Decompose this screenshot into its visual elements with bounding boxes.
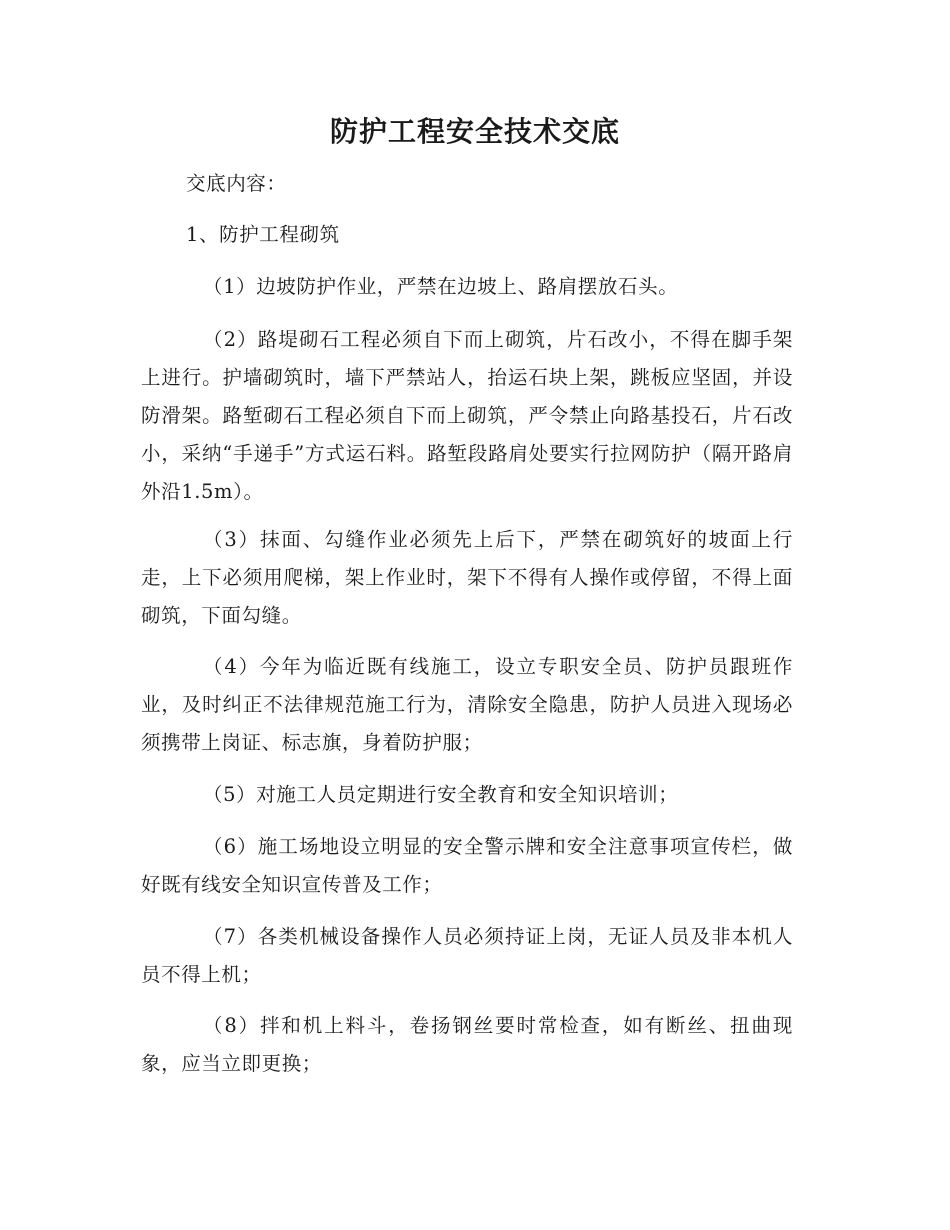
item-8: （8）拌和机上料斗，卷扬钢丝要时常检查，如有断丝、扭曲现象，应当立即更换； xyxy=(141,1014,793,1075)
item-4: （4）今年为临近既有线施工，设立专职安全员、防护员跟班作业，及时纠正不法律规范施工行为，清除安全隐患，防护人员进入现场必须携带上岗证、标志旗，身着防护服； xyxy=(141,655,793,754)
item-1: （1）边坡防护作业，严禁在边坡上、路肩摆放石头。 xyxy=(203,275,679,298)
document-title: 防护工程安全技术交底 xyxy=(329,115,620,148)
item-7: （7）各类机械设备操作人员必须持证上岗，无证人员及非本机人员不得上机； xyxy=(141,925,793,986)
item-6: （6）施工场地设立明显的安全警示牌和安全注意事项宣传栏，做好既有线安全知识宣传普及工作； xyxy=(141,835,793,896)
item-5: （5）对施工人员定期进行安全教育和安全知识培训； xyxy=(203,783,679,806)
intro-text: 交底内容： xyxy=(186,172,287,195)
item-2: （2）路堤砌石工程必须自下而上砌筑，片石改小，不得在脚手架上进行。护墙砌筑时，墙下严禁站人，抬运石块上架，跳板应坚固，并设防滑架。路堑砌石工程必须自下而上砌筑，严令禁止向路基投石，片石改小，采纳“手递手”方式运石料。路堑段路肩处要实行拉网防护（隔开路肩外沿1.5m）。 xyxy=(141,328,793,503)
item-3: （3）抹面、勾缝作业必须先上后下，严禁在砌筑好的坡面上行走，上下必须用爬梯，架上作业时，架下不得有人操作或停留，不得上面砌筑，下面勾缝。 xyxy=(141,528,793,627)
section-heading: 1、防护工程砌筑 xyxy=(186,223,340,246)
